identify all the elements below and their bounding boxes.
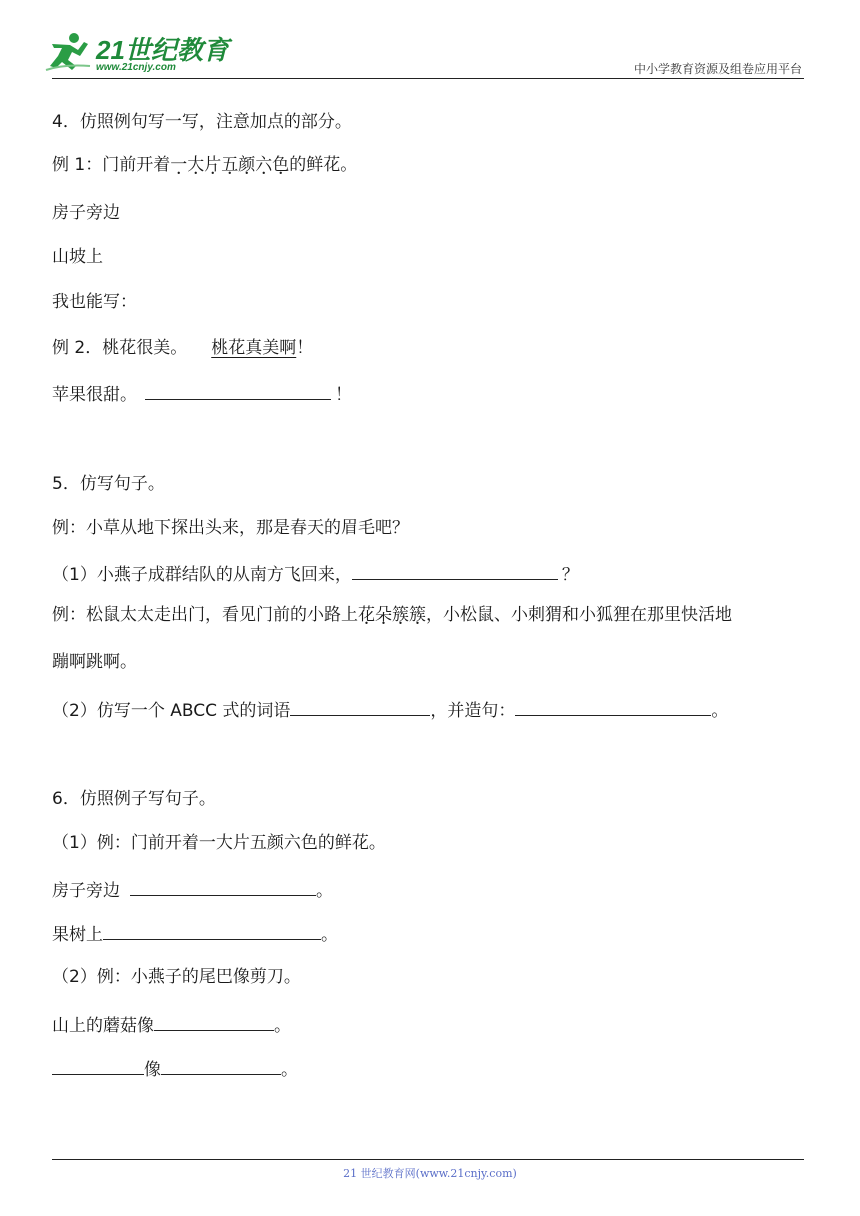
- dotted-char: 大: [187, 155, 205, 175]
- q4-title: 4．仿照例句写一写，注意加点的部分。: [52, 112, 352, 132]
- q4-ex2-prefix: 例 2．桃花很美。: [52, 338, 188, 358]
- dotted-char: 六: [255, 155, 273, 175]
- q4-ex2-answer: 桃花真美啊: [211, 338, 297, 358]
- answer-blank[interactable]: [290, 697, 430, 716]
- q5-item1-end: ？: [561, 565, 579, 585]
- q5-example-2-cont: 蹦啊跳啊。: [52, 652, 137, 672]
- answer-blank[interactable]: [352, 561, 558, 580]
- logo-url: www.21cnjy.com: [96, 62, 176, 73]
- logo-text: 21世纪教育: [96, 35, 229, 65]
- header-divider: [52, 78, 804, 79]
- q6-line-free: [52, 1056, 298, 1082]
- footer-divider: [52, 1159, 804, 1160]
- q6-line-house: [52, 877, 333, 903]
- dotted-char: 片: [204, 155, 222, 175]
- q6-item-1: （1）例：门前开着一大片五颜六色的鲜花。: [52, 833, 386, 853]
- dotted-char: 颜: [238, 155, 256, 175]
- q6-line3-end: 。: [274, 1016, 291, 1036]
- q6-line1-end: 。: [316, 881, 333, 901]
- dotted-char: 簇: [392, 605, 409, 625]
- q6-line-fruit-tree: [52, 921, 338, 947]
- q5-item2-end: 。: [711, 701, 729, 721]
- q5-item-1: [52, 561, 579, 587]
- q4-question: [52, 381, 352, 407]
- answer-blank[interactable]: [103, 921, 321, 940]
- q6-line1-text: 房子旁边: [52, 881, 120, 901]
- dotted-char: 色: [272, 155, 290, 175]
- q6-title: 6．仿照例子写句子。: [52, 789, 216, 809]
- q6-line4-end: 。: [281, 1060, 298, 1080]
- q6-line2-text: 果树上: [52, 925, 103, 945]
- q4-ex1-prefix: 例 1：门前开着: [52, 155, 171, 175]
- page-header: [0, 0, 860, 82]
- answer-blank[interactable]: [515, 697, 711, 716]
- q5-item1-text: （1）小燕子成群结队的从南方飞回来，: [52, 565, 352, 585]
- q4-ex2-end: ！: [296, 338, 314, 358]
- q4-line-hill: 山坡上: [52, 247, 103, 267]
- q4-ex1-suffix: 的鲜花。: [289, 155, 358, 175]
- q4-example-1: [52, 153, 357, 177]
- q6-line3-text: 山上的蘑菇像: [52, 1016, 154, 1036]
- q6-line2-end: 。: [321, 925, 338, 945]
- q4-example-2: [52, 336, 313, 360]
- q5-item-2: [52, 697, 728, 723]
- footer-text: 21 世纪教育网(www.21cnjy.com): [343, 1167, 517, 1180]
- logo: [44, 30, 234, 78]
- answer-blank[interactable]: [130, 877, 316, 896]
- answer-blank[interactable]: [154, 1012, 274, 1031]
- q5-ex2-suffix: ，小松鼠、小刺猬和小狐狸在那里快活地: [426, 605, 732, 625]
- q4-line-i-can-write: 我也能写：: [52, 292, 137, 312]
- dotted-char: 朵: [375, 605, 392, 625]
- q5-example-1: 例：小草从地下探出头来，那是春天的眉毛吧？: [52, 518, 409, 538]
- q5-item2-text: （2）仿写一个 ABCC 式的词语: [52, 701, 291, 721]
- q6-line4-mid: 像: [144, 1060, 161, 1080]
- q5-item2-mid: ，并造句：: [430, 701, 516, 721]
- answer-blank[interactable]: [52, 1056, 144, 1075]
- answer-blank[interactable]: [145, 381, 331, 400]
- q5-title: 5．仿写句子。: [52, 474, 165, 494]
- q5-example-2: [52, 603, 732, 627]
- dotted-char: 五: [221, 155, 239, 175]
- runner-icon: [44, 30, 94, 74]
- q5-ex2-prefix: 例：松鼠太太走出门，看见门前的小路上: [52, 605, 358, 625]
- dotted-char: 花: [358, 605, 375, 625]
- dotted-char: 一: [170, 155, 188, 175]
- answer-blank[interactable]: [161, 1056, 281, 1075]
- q4-q-prefix: 苹果很甜。: [52, 385, 137, 405]
- q4-q-end: ！: [335, 385, 352, 405]
- q6-line-mushroom: [52, 1012, 291, 1038]
- platform-label: 中小学教育资源及组卷应用平台: [633, 62, 802, 76]
- dotted-char: 簇: [409, 605, 426, 625]
- q4-line-house: 房子旁边: [52, 203, 120, 223]
- q6-item-2: （2）例：小燕子的尾巴像剪刀。: [52, 967, 301, 987]
